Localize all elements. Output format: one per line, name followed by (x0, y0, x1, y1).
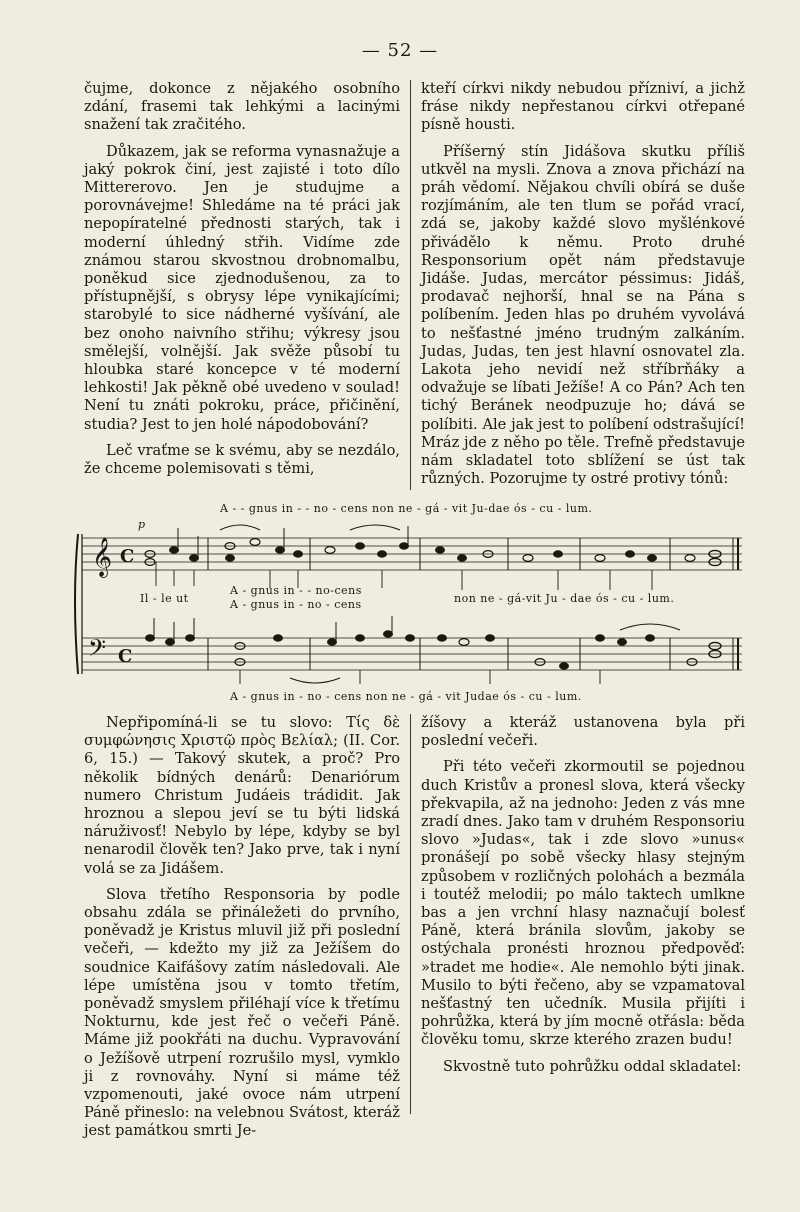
bass-lower-stems (240, 670, 600, 684)
paragraph: čujme, dokonce z nějakého osobního zdání, frasemi tak lehkými a lacinými snažení tak zračitého. (84, 80, 400, 134)
paragraph: Při této večeři zkormoutil se pojednou duch Kristův a pronesl slova, která všecky překvapila, až na jednoho: Jeden z vás mne zradí dnes. Jako tam v druhém Responsoriu slovo »Judas«, tak i zde slovo »unus« pronášejí po sobě všecky hlasy stejným způsobem v rozličných polohách a bezmála i toutéž melodii; po málo taktech umlkne bas a jen vrchní hlasy naznačují bolesť Páně, která bránila slovům, jakoby se ostýchala pronésti hroznou předpověď: »tradet me hodie«. Ale nemohlo býti jinak. Musilo to býti řečeno, aby se vzpamatoval nešťastný ten učedník. Musila přijíti i pohrůžka, která by jím mocně otřásla: běda člověku tomu, skrze kterého zrazen budu! (421, 758, 745, 1049)
lyrics-il-le-ut: Il - le ut (140, 592, 189, 605)
music-score (70, 498, 750, 708)
bass-staff (82, 638, 742, 670)
left-column-bottom (84, 714, 400, 1149)
slur (620, 624, 680, 630)
common-time-icon: C (120, 546, 135, 567)
paragraph: Skvostně tuto pohrůžku oddal skladatel: (443, 1057, 742, 1075)
bass-notes (146, 616, 722, 669)
lyrics-top: A - - gnus in - - no - cens non ne - gá - vit Ju-dae ós - cu - lum. (220, 502, 593, 515)
system-brace (75, 534, 78, 674)
left-column-top (84, 80, 400, 486)
score-svg (70, 498, 750, 708)
slur (290, 678, 340, 683)
lyrics-mid-a: A - gnus in - - no-cens (230, 584, 362, 597)
paragraph: Příšerný stín Jidášova skutku příliš utkvěl na mysli. Znova a znova přichází na práh vědomí. Nějakou chvíli obírá se duše rozjímáním, ale ten tlum se pořád vrací, zdá se, jakoby každé slovo myšlénkové přivádělo k němu. Proto druhé Responsorium opět nám představuje Jidáše. Judas, mercátor péssimus: Jidáš, prodavač nejhorší, hnal se na Pána s políbením. Jeden hlas po druhém vyvolává to nešťastné jméno trudným zalkáním. Judas, Judas, ten jest hlavní osnovatel zla. Lakota jeho nevidí než stříbrňáky a odvažuje se líbati Ježíše! A co Pán? Ach ten tichý Beránek neodpuzuje ho; dává se políbiti. Ale jak jest to políbení odstrašující! Mráz jde z něho po těle. Trefně představuje nám skladatel toto sblížení se úst tak různých. Pozorujme ty ostré protivy tónů: (421, 142, 745, 488)
page-number: — 52 — (361, 40, 439, 61)
treble-staff (82, 538, 742, 570)
dynamic-marking: p (138, 518, 146, 531)
lyrics-mid-b: A - gnus in - no - cens (230, 598, 362, 611)
column-divider (410, 80, 411, 490)
paragraph: Důkazem, jak se reforma vynasnažuje a jaký pokrok činí, jest zajisté i toto dílo Mittererovo. Jen je studujme a porovnávejme! Shledáme na té práci jak nepopíratelné přednosti starých, tak i moderní úhledný střih. Vidíme zde známou starou skvostnou drobnomalbu, poněkud sice zjednodušenou, za to přístupnější, s obrysy lépe vynikajícími; starobylé to sice nádherné vyšívání, ale bez onoho naivního střihu; výkresy jsou smělejší, volnější. Jak svěže působí tu hloubka staré koncepce v té moderní lehkosti! Jak pěkně obé uvedeno v soulad! Není tu znáti pokroku, práce, přičinění, studia? Jest to jen holé nápodobování? (84, 142, 400, 433)
paragraph: kteří církvi nikdy nebudou přízniví, a jichž fráse nikdy nepřestanou církvi otřepané písně housti. (421, 80, 745, 134)
right-column-bottom (421, 714, 745, 1084)
column-divider (410, 714, 411, 1114)
treble-clef-icon: 𝄞 (92, 537, 113, 577)
lyrics-bottom: A - gnus in - no - cens non ne - gá - vit Judae ós - cu - lum. (230, 690, 582, 703)
right-column-top (421, 80, 745, 496)
paragraph: Nepřipomíná-li se tu slovo: Τίς δὲ συμφώνησις Χριστῷ πρὸς Βελίαλ; (II. Cor. 6, 15.) — Takový skutek, a proč? Pro několik bídných denárů: Denariórum numero Christum Judáeis trádidit. Jak hroznou a slepou jeví se tu býti lidská náruživosť! Nebylo by lépe, kdyby se byl nenarodil člověk ten? Jako prve, tak i nyní volá se za Jidášem. (84, 714, 400, 877)
slur (350, 525, 400, 530)
paragraph: Leč vraťme se k svému, aby se nezdálo, že chceme polemisovati s těmi, (84, 441, 400, 478)
paragraph: Slova třetího Responsoria by podle obsahu zdála se přináležeti do prvního, poněvadž je Kristus mluvil již při poslední večeři, — kdežto my již za Ježíšem do soudnice Kaifášovy zatím následovali. Ale lépe umístěna jsou v tomto třetím, poněvadž smyslem přiléhají více k třetímu Nokturnu, kde jest řeč o večeři Páně. Máme již pookřáti na duchu. Vypravování o Ježíšově utrpení rozrušilo mysl, vymklo ji z rovnováhy. Nyní si máme též vzpomenouti, jaké ovoce nám utrpení Páně přineslo: na velebnou Svátost, kteráž jest památkou smrti Je- (84, 885, 400, 1140)
bass-clef-icon: 𝄢 (88, 634, 107, 667)
common-time-icon: C (118, 646, 133, 667)
lyrics-mid-c: non ne - gá-vit Ju - dae ós - cu - lum. (454, 592, 675, 605)
slur (220, 525, 260, 530)
paragraph: žíšovy a kteráž ustanovena byla při poslední večeři. (421, 714, 745, 750)
